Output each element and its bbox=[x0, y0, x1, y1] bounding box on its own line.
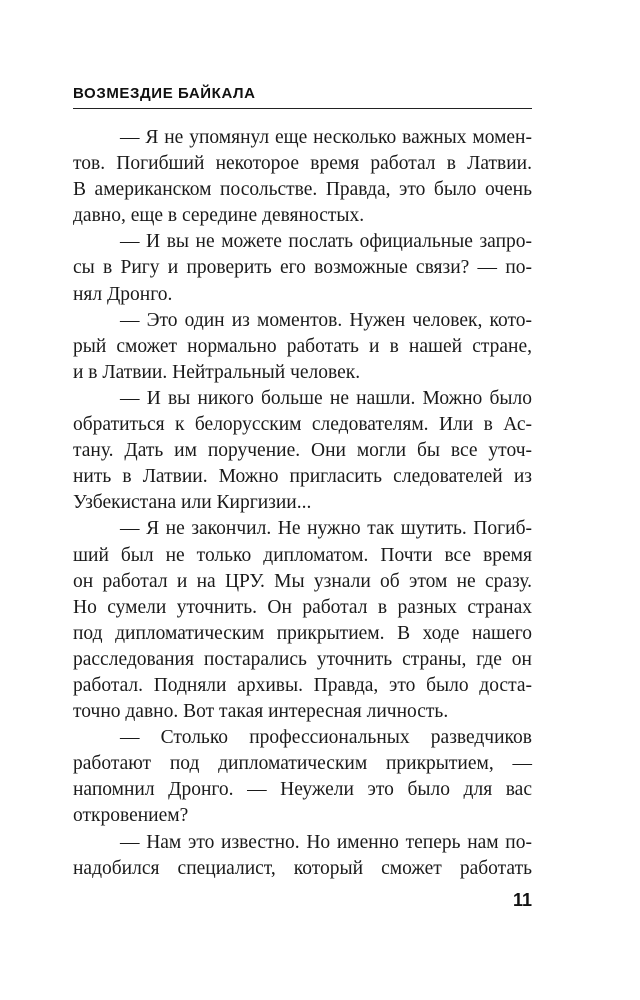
text-line: — Нам это известно. Но именно теперь нам по- bbox=[120, 831, 532, 853]
header-divider bbox=[73, 108, 532, 109]
text-line: и в Латвии. Нейтральный человек. bbox=[73, 361, 361, 383]
text-line: рый сможет нормально работать и в нашей стране, bbox=[73, 335, 532, 357]
text-line: — Я не закончил. Не нужно так шутить. Погиб- bbox=[120, 518, 532, 540]
text-line: — И вы никого больше не нашли. Можно было bbox=[120, 387, 532, 409]
text-line: под дипломатическим прикрытием. В ходе нашего bbox=[73, 622, 532, 644]
text-line: он работал и на ЦРУ. Мы узнали об этом не сразу. bbox=[73, 570, 532, 592]
text-line: расследования постарались уточнить страны, где он bbox=[73, 648, 532, 670]
text-line: Узбекистана или Киргизии... bbox=[73, 492, 312, 514]
page-number: 11 bbox=[512, 890, 532, 910]
text-line: точно давно. Вот такая интересная личность. bbox=[73, 701, 449, 723]
text-line: тов. Погибший некоторое время работал в Латвии. bbox=[73, 153, 532, 175]
page-body-text bbox=[73, 125, 532, 882]
text-line: Но сумели уточнить. Он работал в разных странах bbox=[73, 596, 532, 618]
text-line: — Это один из моментов. Нужен человек, кото- bbox=[120, 309, 532, 331]
text-line: В американском посольстве. Правда, это было очень bbox=[73, 179, 532, 201]
text-line: нить в Латвии. Можно пригласить следователей из bbox=[73, 466, 532, 488]
text-line: обратиться к белорусским следователям. Или в Ас- bbox=[73, 414, 532, 436]
text-line: надобился специалист, который сможет работать bbox=[73, 857, 532, 879]
running-header-title: ВОЗМЕЗДИЕ БАЙКАЛА bbox=[73, 85, 256, 102]
text-line: тану. Дать им поручение. Они могли бы все уточ- bbox=[73, 440, 532, 462]
text-line: откровением? bbox=[73, 805, 189, 827]
text-line: — И вы не можете послать официальные запро- bbox=[120, 231, 532, 253]
text-line: нял Дронго. bbox=[73, 283, 173, 305]
text-line: ший был не только дипломатом. Почти все время bbox=[73, 544, 532, 566]
text-line: давно, еще в середине девяностых. bbox=[73, 205, 365, 227]
text-line: — Столько профессиональных разведчиков bbox=[120, 727, 532, 749]
text-line: — Я не упомянул еще несколько важных момен- bbox=[120, 127, 532, 148]
text-line: напомнил Дронго. — Неужели это было для вас bbox=[73, 779, 532, 801]
text-line: сы в Ригу и проверить его возможные связи? — по- bbox=[73, 257, 532, 279]
text-line: работают под дипломатическим прикрытием, — bbox=[73, 753, 532, 775]
text-line: работал. Подняли архивы. Правда, это было доста- bbox=[73, 674, 532, 696]
